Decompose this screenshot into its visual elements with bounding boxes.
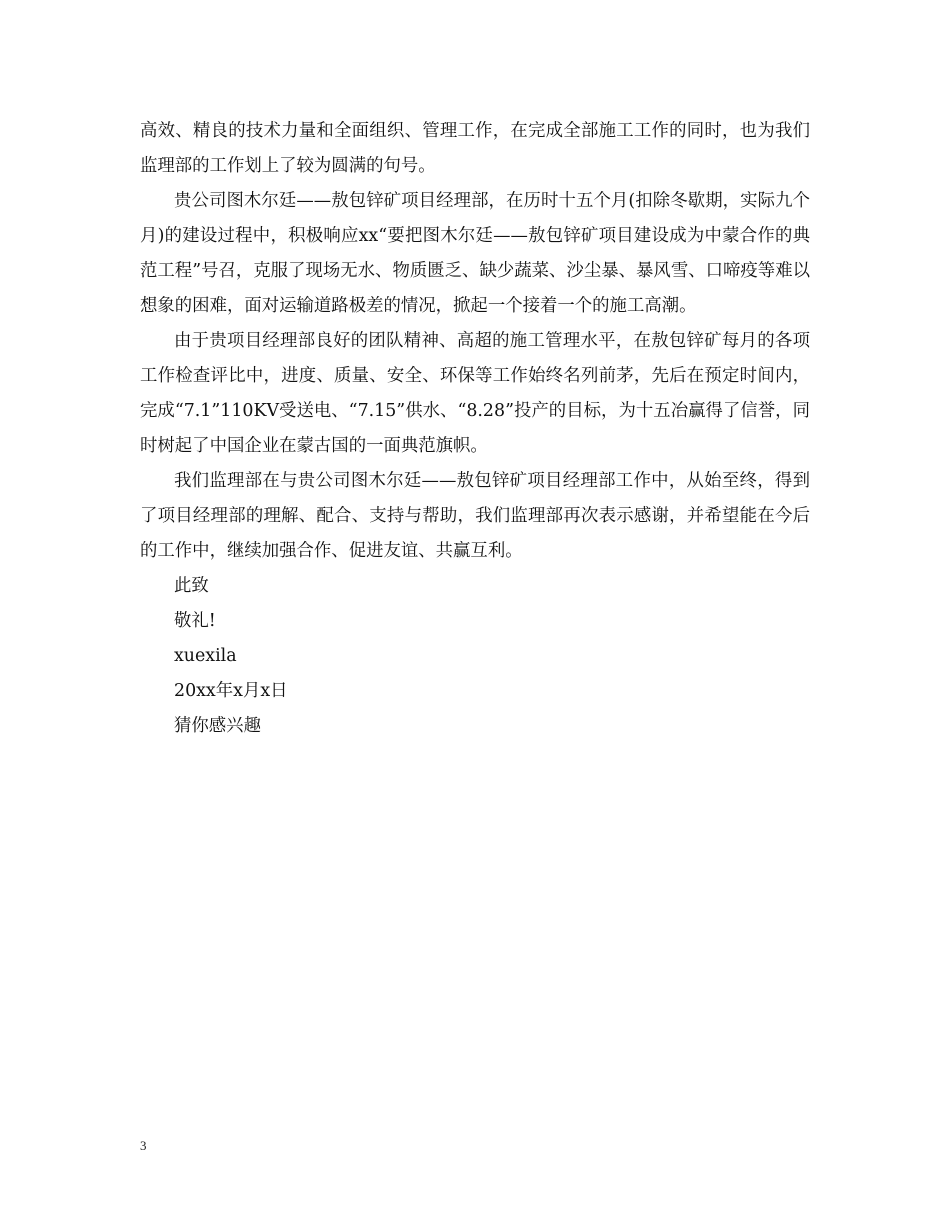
related-link[interactable]: 猜你感兴趣 <box>174 716 261 736</box>
page-number: 3 <box>140 1138 147 1153</box>
closing-regards: 敬礼! <box>174 611 216 631</box>
letter-date: 20xx年x月x日 <box>174 681 288 701</box>
document-body <box>140 114 810 744</box>
signature: xuexila <box>174 646 237 666</box>
closing-salutation: 此致 <box>174 576 209 596</box>
paragraph-continuation: 高效、精良的技术力量和全面组织、管理工作，在完成全部施工工作的同时，也为我们监理部的工作划上了较为圆满的句号。 <box>140 121 810 176</box>
paragraph-achievements: 由于贵项目经理部良好的团队精神、高超的施工管理水平，在敖包锌矿每月的各项工作检查评比中，进度、质量、安全、环保等工作始终名列前茅，先后在预定时间内，完成“7.1”110KV受送电、“7.15”供水、“8.28”投产的目标，为十五冶赢得了信誉，同时树起了中国企业在蒙古国的一面典范旗帜。 <box>140 331 810 456</box>
paragraph-project-praise: 贵公司图木尔廷——敖包锌矿项目经理部，在历时十五个月(扣除冬歇期，实际九个月)的建设过程中，积极响应xx“要把图木尔廷——敖包锌矿项目建设成为中蒙合作的典范工程”号召，克服了现场无水、物质匮乏、缺少蔬菜、沙尘暴、暴风雪、口啼疫等难以想象的困难，面对运输道路极差的情况，掀起一个接着一个的施工高潮。 <box>140 191 810 316</box>
paragraph-thanks: 我们监理部在与贵公司图木尔廷——敖包锌矿项目经理部工作中，从始至终，得到了项目经理部的理解、配合、支持与帮助，我们监理部再次表示感谢，并希望能在今后的工作中，继续加强合作、促进友谊、共赢互利。 <box>140 471 810 561</box>
